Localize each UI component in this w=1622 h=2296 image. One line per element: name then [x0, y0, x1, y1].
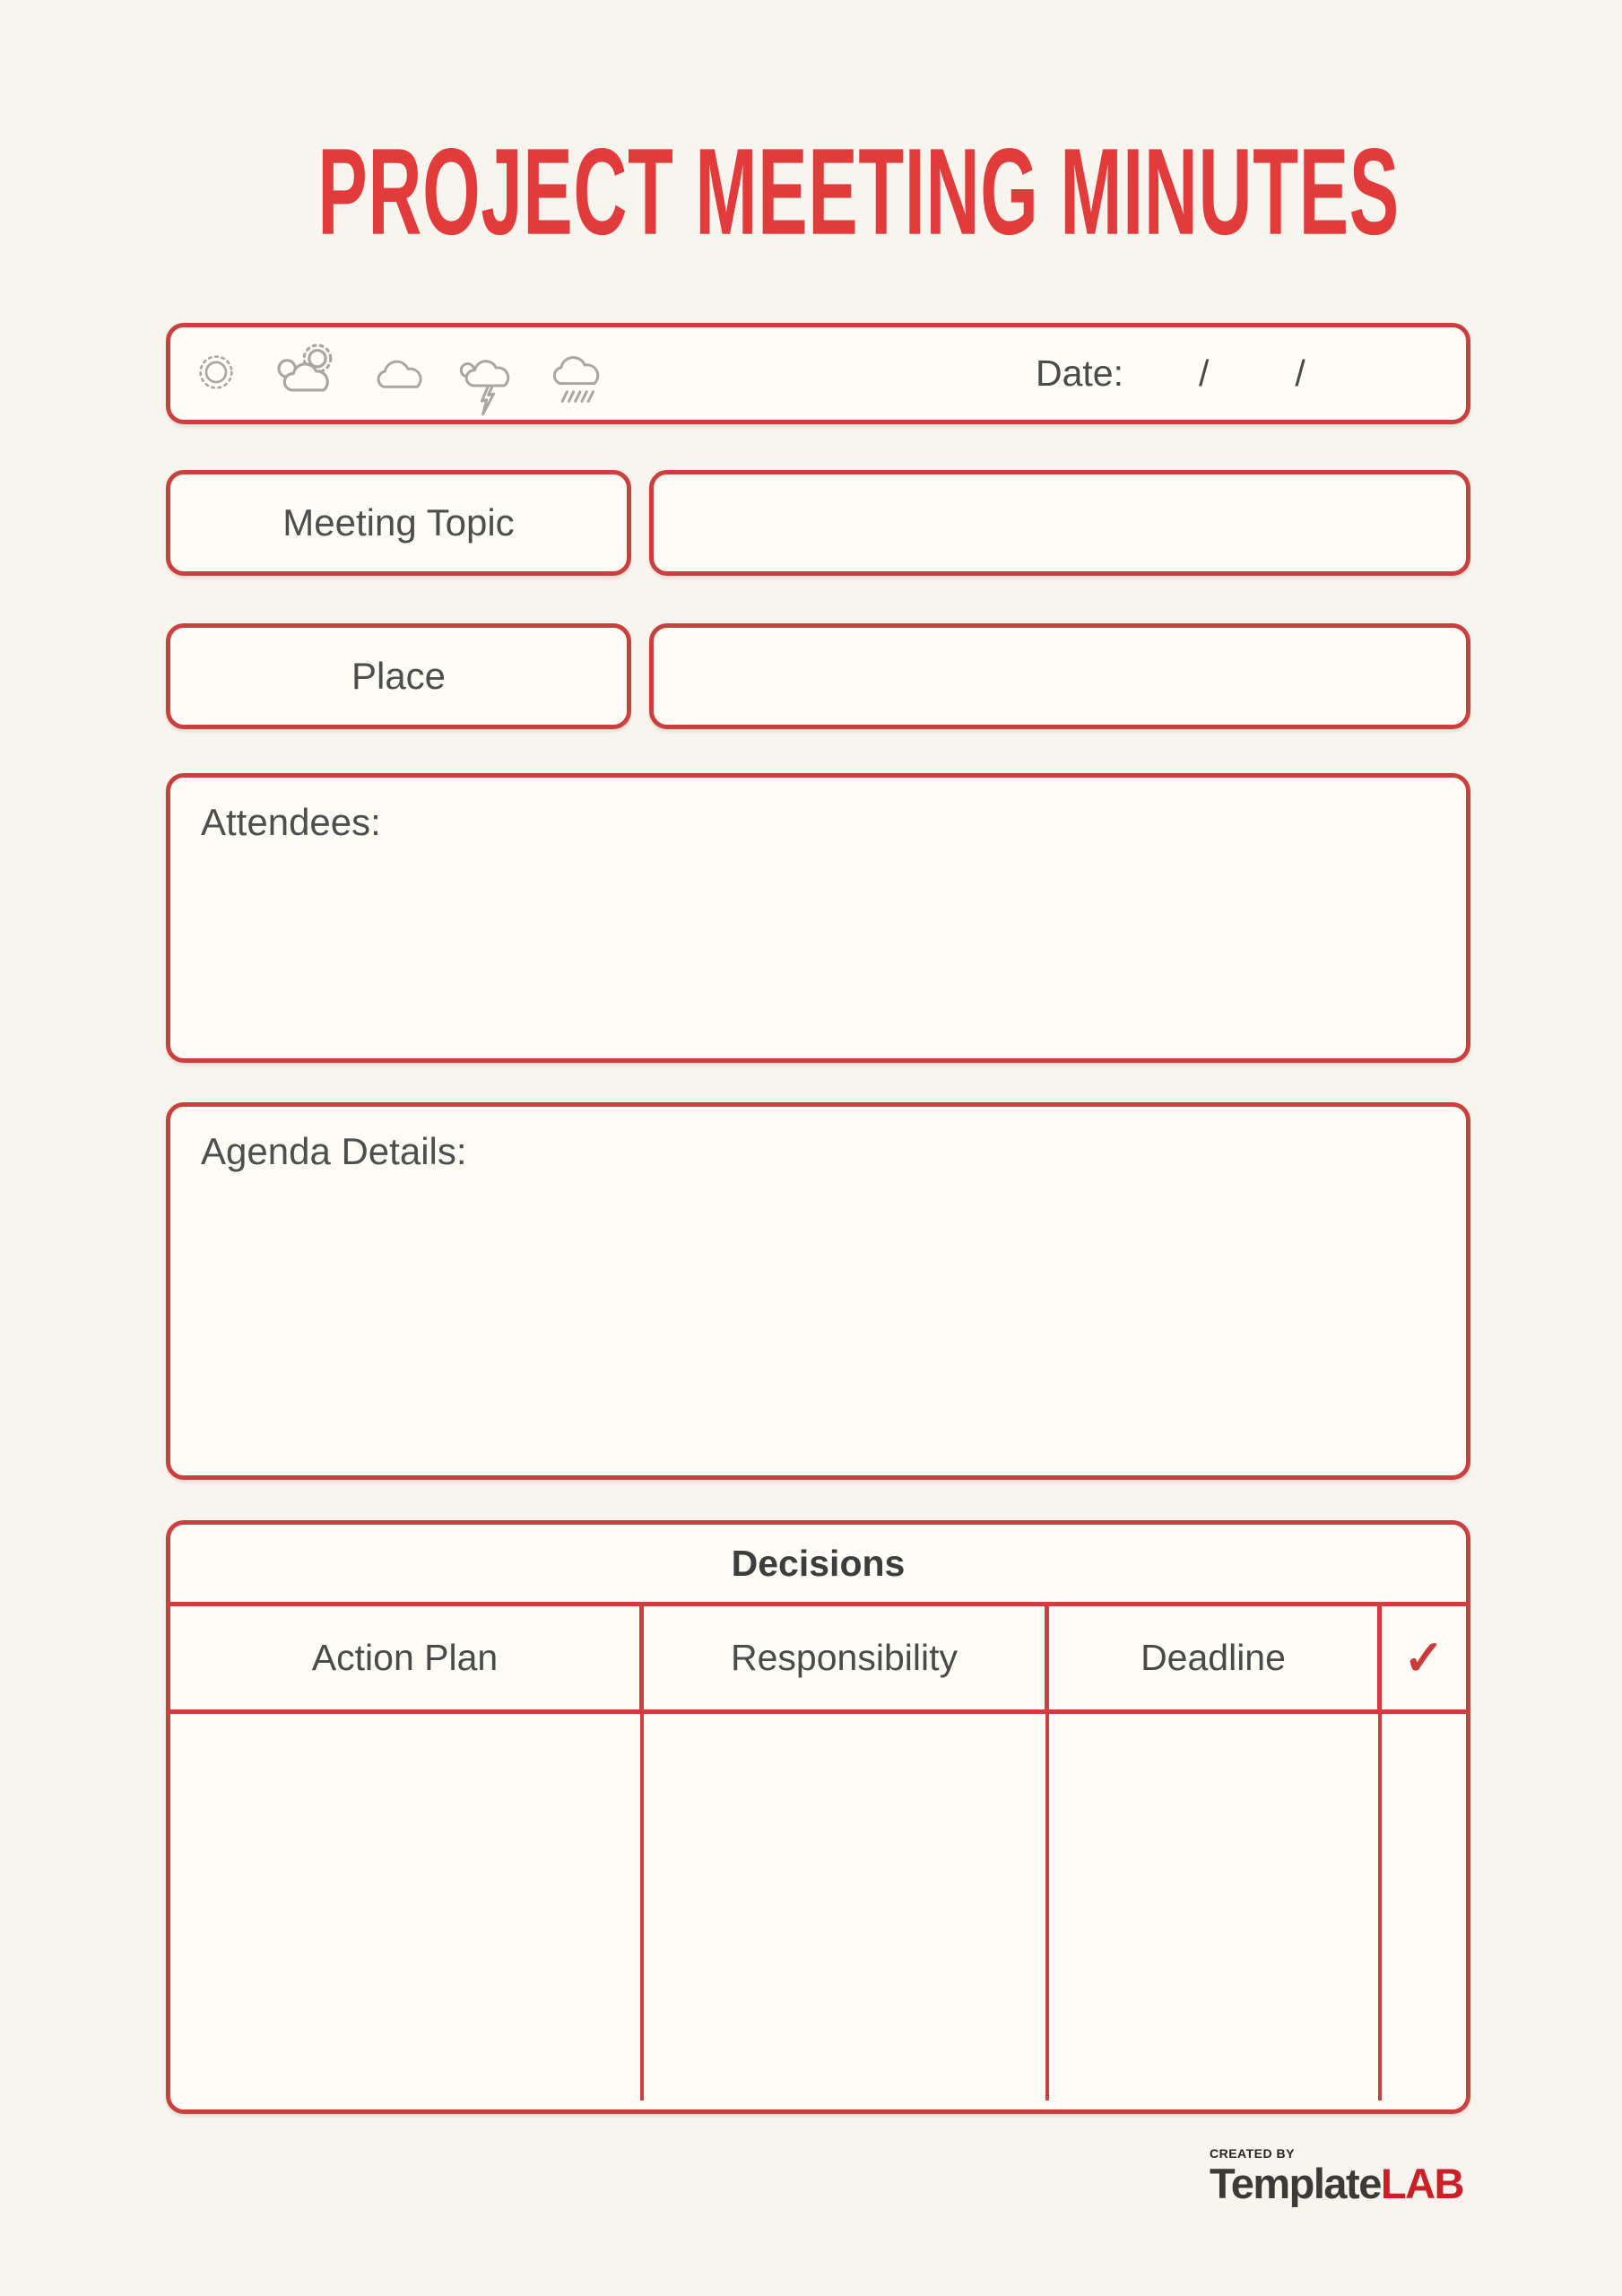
templatelab-logo [1210, 2146, 1479, 2205]
decisions-table-header-row [170, 1606, 1466, 1714]
thunderstorm-icon[interactable] [458, 347, 517, 421]
brand-wordmark [1210, 2162, 1479, 2205]
date-label: Date: [1036, 352, 1123, 394]
date-field[interactable] [1036, 327, 1305, 420]
column-header-action-plan: Action Plan [170, 1606, 644, 1709]
checkmark-icon: ✓ [1403, 1631, 1444, 1685]
decisions-table-title: Decisions [170, 1525, 1466, 1606]
attendees-label: Attendees: [201, 801, 381, 843]
brand-name: Template [1210, 2160, 1381, 2207]
place-input[interactable] [649, 623, 1470, 729]
column-header-deadline: Deadline [1049, 1606, 1382, 1709]
place-label-box [166, 623, 631, 729]
brand-suffix: LAB [1380, 2160, 1463, 2207]
meeting-topic-label: Meeting Topic [282, 501, 515, 544]
check-cell[interactable] [1382, 1714, 1466, 2100]
partly-cloudy-icon[interactable] [272, 341, 342, 396]
attendees-box[interactable] [166, 773, 1470, 1063]
created-by-label: CREATED BY [1210, 2146, 1295, 2161]
column-header-responsibility: Responsibility [644, 1606, 1049, 1709]
agenda-details-box[interactable] [166, 1102, 1470, 1480]
weather-icon-row [190, 327, 606, 420]
meeting-topic-label-box [166, 470, 631, 576]
deadline-cell[interactable] [1049, 1714, 1382, 2100]
weather-date-box [166, 323, 1470, 424]
decisions-table [166, 1520, 1470, 2114]
place-label: Place [351, 655, 447, 697]
page-title: PROJECT MEETING MINUTES [317, 123, 1400, 260]
meeting-topic-input[interactable] [649, 470, 1470, 576]
sun-icon[interactable] [190, 346, 242, 398]
agenda-details-label: Agenda Details: [201, 1130, 467, 1172]
date-separator: / [1295, 352, 1305, 394]
table-row [170, 1714, 1466, 2100]
action-plan-cell[interactable] [170, 1714, 644, 2100]
rain-icon[interactable] [547, 349, 606, 406]
cloud-icon[interactable] [371, 352, 429, 393]
page-header [0, 123, 1622, 260]
date-separator: / [1199, 352, 1210, 394]
responsibility-cell[interactable] [644, 1714, 1049, 2100]
